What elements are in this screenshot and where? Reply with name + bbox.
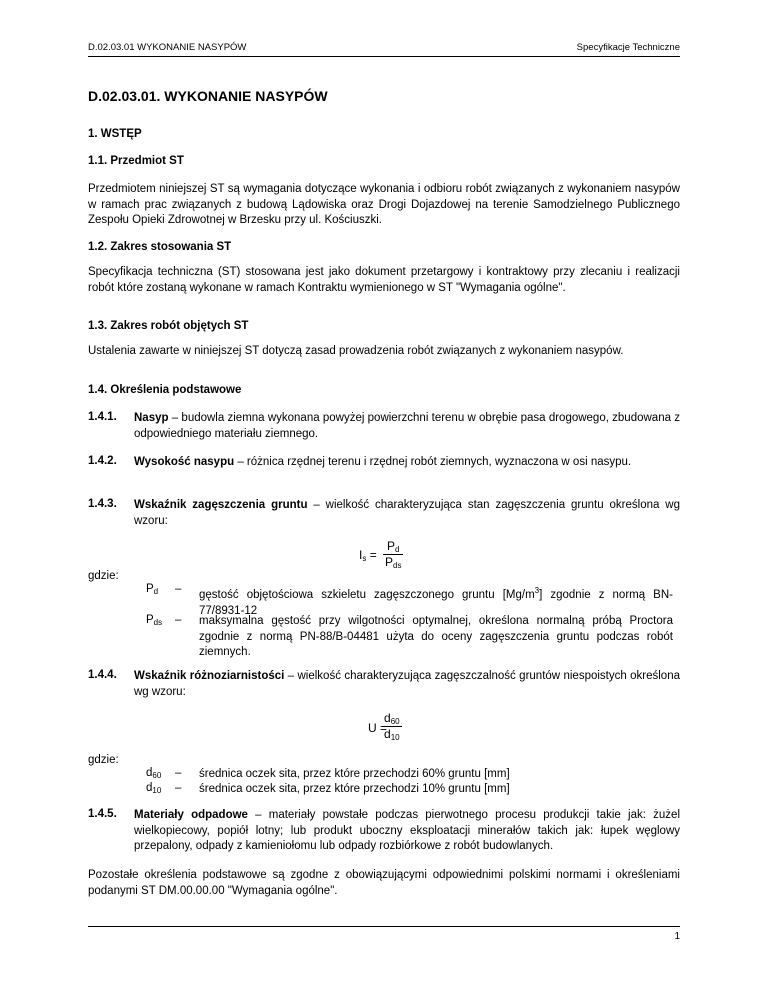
definition-number: 1.4.3. [88,498,117,510]
definition-text: – wielkość charakteryzująca stan zagęszczenia gruntu określona wg wzoru: [134,499,680,527]
symbol-dash: – [175,614,182,626]
header-divider [88,56,680,57]
definition-number: 1.4.1. [88,411,117,423]
symbol-pds: $P_{ds}$ [146,614,163,627]
symbol-d60: $d_{60}$ [146,767,162,780]
section-heading-1: 1. WSTĘP [88,128,142,140]
symbol-d10-description: średnica oczek sita, przez które przechodzi 10% gruntu [mm] [199,783,510,795]
closing-paragraph: Pozostałe określenia podstawowe są zgodne z obowiązującymi odpowiednimi polskimi normami i określeniami podanymi ST DM.00.00.00 "Wymagania ogólne". [88,869,680,897]
definition-wskaznik-roznoziarnistosci [134,669,680,700]
definition-text: – budowla ziemna wykonana powyżej powierzchni terenu w obrębie pasa drogowego, zbudowana z odpowiedniego materiału ziemnego. [134,412,680,440]
section-1-2-text: Specyfikacja techniczna (ST) stosowana jest jako dokument przetargowy i kontraktowy przy zlecaniu i realizacji robót które zostaną wykonane w ramach Kontraktu wymienionego w ST "Wymagania ogólne". [88,266,680,294]
fraction-denominator: $P_{ds}$ [385,555,402,570]
running-header-left: D.02.03.01 WYKONANIE NASYPÓW [88,42,247,53]
where-label: gdzie: [88,754,119,766]
symbol-dash: – [175,782,182,794]
fraction-numerator: $P_d$ [387,539,400,554]
definition-number: 1.4.2. [88,455,117,467]
definition-term: Nasyp [134,412,169,424]
definition-term: Wskaźnik zagęszczenia gruntu [134,499,308,511]
symbol-d60-description: średnica oczek sita, przez które przechodzi 60% gruntu [mm] [199,768,510,780]
formula-compaction-fraction [383,539,403,570]
footer-divider [88,926,680,927]
definition-number: 1.4.4. [88,669,117,681]
symbol-dash: – [175,767,182,779]
section-heading-1-1: 1.1. Przedmiot ST [88,155,184,167]
definition-term: Materiały odpadowe [134,809,248,821]
section-heading-1-4: 1.4. Określenia podstawowe [88,384,242,396]
page-number: 1 [674,931,680,942]
definition-text: – materiały powstałe podczas pierwotnego procesu produkcji takie jak: żużel wielkopiecowy, popiół lotny; lub produkt uboczny eksploatacji minerałów takich jak: łupek węglowy przepalony, odpady z kamieniołomu lub odpady rozbiórkowe z robót budowlanych. [134,809,680,852]
formula-compaction-lhs: $I_s$ = [359,548,377,563]
definition-term: Wskaźnik różnoziarnistości [134,670,285,682]
definition-text: – wielkość charakteryzująca zagęszczalność gruntów niespoistych określona wg wzoru: [134,670,680,698]
fraction-numerator: $d_{60}$ [384,711,400,726]
symbol-dash: – [175,583,182,595]
definition-text: – różnica rzędnej terenu i rzędnej robót ziemnych, wyznaczona w osi nasypu. [234,456,632,468]
document-title: D.02.03.01. WYKONANIE NASYPÓW [88,88,328,104]
definition-term: Wysokość nasypu [134,456,235,468]
formula-uniformity-lhs: U = [368,721,388,735]
section-1-3-text: Ustalenia zawarte w niniejszej ST dotyczą zasad prowadzenia robót związanych z wykonaniem nasypów. [88,345,624,357]
definition-wysokosc-nasypu [134,455,680,471]
definition-wskaznik-zageszczenia [134,498,680,529]
section-heading-1-3: 1.3. Zakres robót objętych ST [88,320,249,332]
section-heading-1-2: 1.2. Zakres stosowania ST [88,241,232,253]
where-label: gdzie: [88,570,119,582]
definition-number: 1.4.5. [88,808,117,820]
running-header-right: Specyfikacje Techniczne [576,42,680,53]
fraction-denominator: $d_{10}$ [384,727,400,742]
symbol-pd: $P_d$ [146,583,159,596]
formula-uniformity-fraction [382,711,402,742]
symbol-pds-description: maksymalna gęstość przy wilgotności optymalnej, określona normalną próbą Proctora zgodnie z normą PN-88/B-04481 użyta do oceny zagęszczenia gruntu podczas robót ziemnych. [199,615,673,658]
symbol-d10: $d_{10}$ [146,782,162,795]
section-1-1-text: Przedmiotem niniejszej ST są wymagania dotyczące wykonania i odbioru robót związanych z wykonaniem nasypów w ramach prac związanych z budową Lądowiska oraz Drogi Dojazdowej na terenie Samodzielnego Publicznego Zespołu Opieki Zdrowotnej w Brzesku przy ul. Kościuszki. [88,183,680,226]
symbol-pd-description: gęstość objętościowa szkieletu zagęszczonego gruntu $[Mg/m^3]$ zgodnie z normą BN-77/8931-12 [199,586,673,617]
definition-materialy-odpadowe [134,808,680,855]
definition-nasyp [134,411,680,442]
